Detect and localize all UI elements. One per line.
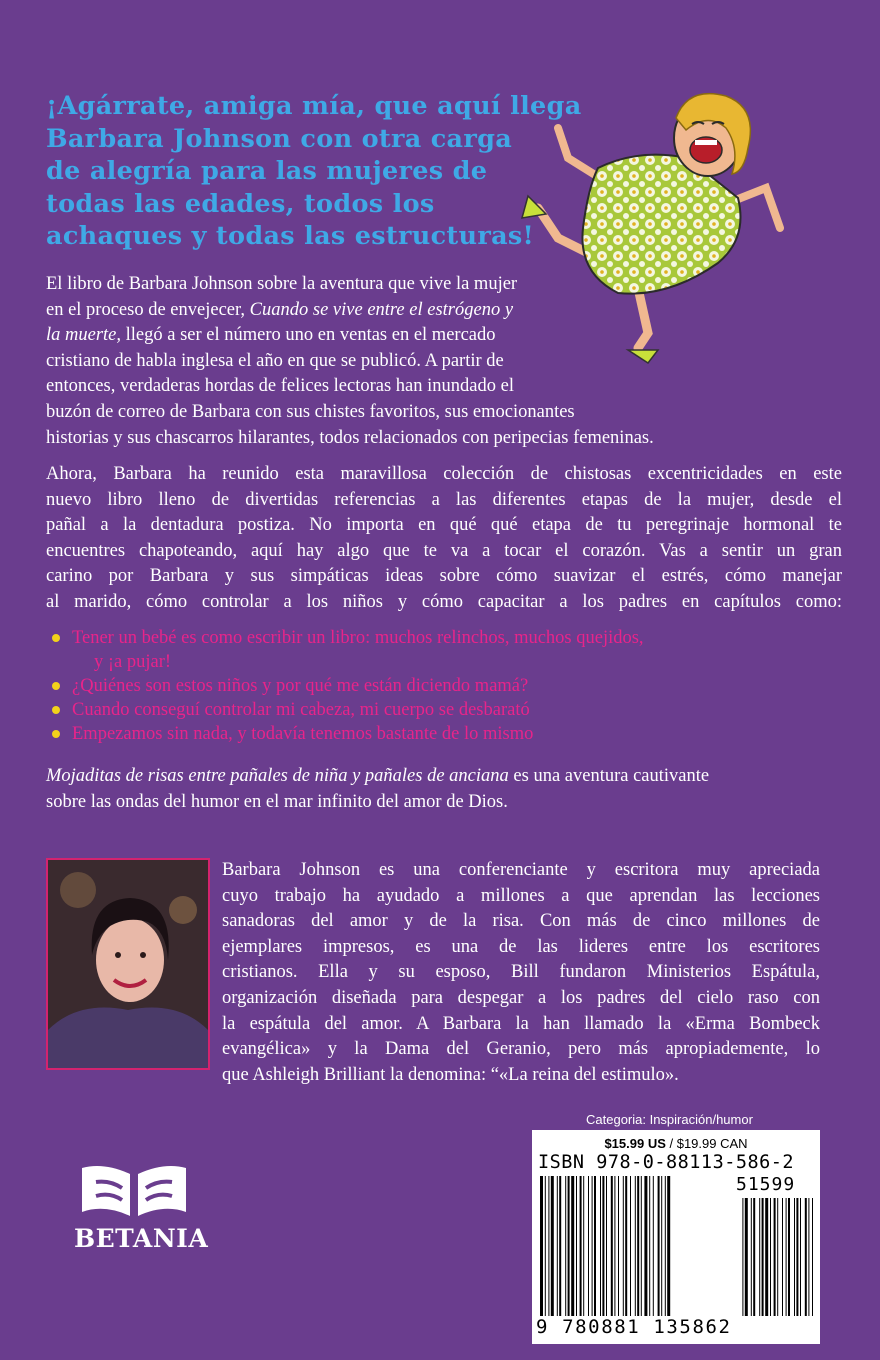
list-item: Empezamos sin nada, y todavía tenemos bastante de lo mismo bbox=[50, 722, 810, 746]
list-item: ¿Quiénes son estos niños y por qué me están diciendo mamá? bbox=[50, 674, 810, 698]
headline-line: ¡Agárrate, amiga mía, que aquí llega bbox=[46, 91, 582, 121]
intro-line: El libro de Barbara Johnson sobre la aventura que vive la mujer bbox=[46, 274, 518, 294]
description-line: pañal a la dentadura postiza. No importa en qué qué etapa de tu peregrinaje hormonal te bbox=[46, 515, 842, 536]
barcode-bar bbox=[637, 1176, 639, 1316]
barcode-bar bbox=[665, 1176, 666, 1316]
headline bbox=[46, 90, 582, 253]
author-portrait-image bbox=[48, 860, 208, 1068]
barcode-bar bbox=[635, 1176, 636, 1316]
barcode-bar bbox=[565, 1176, 566, 1316]
barcode-bar bbox=[641, 1176, 642, 1316]
barcode-addon-bar bbox=[812, 1198, 813, 1316]
bio-line: que Ashleigh Brilliant la denomina: “«La reina del estimulo». bbox=[222, 1064, 679, 1085]
barcode-addon-bar bbox=[808, 1198, 809, 1316]
barcode-addon-bar bbox=[782, 1198, 783, 1316]
description-line: al marido, cómo controlar a los niños y cómo capacitar a los padres en capítulos como: bbox=[46, 591, 842, 612]
barcode-bar bbox=[649, 1176, 650, 1316]
intro-line: historias y sus chascarros hilarantes, todos relacionados con peripecias femeninas. bbox=[46, 427, 654, 448]
barcode-bar bbox=[623, 1176, 624, 1316]
intro-line: entonces, verdaderas hordas de felices lectoras han inundado el bbox=[46, 376, 514, 397]
barcode-addon-bar bbox=[777, 1198, 778, 1316]
barcode-bar bbox=[571, 1176, 574, 1316]
barcode-panel bbox=[532, 1130, 820, 1344]
barcode-bar bbox=[576, 1176, 577, 1316]
barcode-addon-bar bbox=[794, 1198, 795, 1316]
barcode-image bbox=[532, 1130, 820, 1344]
barcode-bar bbox=[618, 1176, 619, 1316]
intro-line: cristiano de habla inglesa el año en que se publicó. A partir de bbox=[46, 350, 504, 371]
closing-line: Mojaditas de risas entre pañales de niña y pañales de anciana es una aventura cautivante bbox=[46, 766, 710, 786]
barcode-addon-bar bbox=[796, 1198, 798, 1316]
barcode-bar bbox=[667, 1176, 670, 1316]
book-title: Mojaditas de risas entre pañales de niña y pañales de anciana bbox=[46, 766, 509, 786]
chapter-list bbox=[50, 626, 810, 746]
intro-line: buzón de correo de Barbara con sus chistes favoritos, sus emocionantes bbox=[46, 401, 575, 422]
bio-line: organización diseñada para despegar a los padres del cielo raso con bbox=[222, 987, 820, 1008]
barcode-bar bbox=[583, 1176, 584, 1316]
description-line: Ahora, Barbara ha reunido esta maravillosa colección de chistosas excentricidades en este bbox=[46, 464, 842, 484]
barcode-addon-bar bbox=[742, 1198, 743, 1316]
bio-line: cuyo trabajo ha ayudado a millones a que aprendan las lecciones bbox=[222, 885, 820, 906]
intro-line: en el proceso de envejecer, Cuando se vive entre el estrógeno y bbox=[46, 299, 514, 320]
description-line: encuentres chapoteando, aquí hay algo que te va a tocar el corazón. Vas a sentir un gran bbox=[46, 540, 842, 561]
barcode-bar bbox=[580, 1176, 582, 1316]
barcode-bar bbox=[594, 1176, 596, 1316]
bio-line: Barbara Johnson es una conferenciante y escritora muy apreciada bbox=[222, 860, 820, 880]
barcode-addon-bar bbox=[786, 1198, 787, 1316]
barcode-bar bbox=[661, 1176, 662, 1316]
bullet-dot-icon bbox=[52, 730, 60, 738]
barcode-bar bbox=[551, 1176, 554, 1316]
barcode-addon-bar bbox=[753, 1198, 755, 1316]
barcode-bar bbox=[568, 1176, 570, 1316]
barcode-addon-bar bbox=[805, 1198, 807, 1316]
isbn-text: ISBN 978-0-88113-586-2 bbox=[538, 1152, 795, 1173]
barcode-bar bbox=[545, 1176, 546, 1316]
publisher-name: BETANIA bbox=[74, 1224, 209, 1253]
barcode-addon-bar bbox=[770, 1198, 771, 1316]
barcode-bar bbox=[630, 1176, 631, 1316]
price-addon-code: 51599 bbox=[736, 1174, 796, 1195]
intro-paragraph bbox=[46, 272, 842, 451]
bio-line: ejemplares impresos, es una de las lideres entre los escritores bbox=[222, 936, 820, 957]
barcode-bar bbox=[557, 1176, 558, 1316]
bullet-dot-icon bbox=[52, 682, 60, 690]
closing-line: sobre las ondas del humor en el mar infinito del amor de Dios. bbox=[46, 791, 508, 812]
closing-paragraph bbox=[46, 764, 842, 815]
description-line: nuevo libro lleno de divertidas referencias a las diferentes etapas de la mujer, desde el bbox=[46, 489, 842, 510]
headline-line: Barbara Johnson con otra carga bbox=[46, 123, 513, 154]
barcode-bar bbox=[625, 1176, 627, 1316]
barcode-bar bbox=[588, 1176, 589, 1316]
barcode-bar bbox=[644, 1176, 647, 1316]
barcode-bar bbox=[548, 1176, 549, 1316]
bio-line: la espátula del amor. A Barbara la han llamado la «Erma Bombeck bbox=[222, 1013, 820, 1034]
barcode-bar bbox=[606, 1176, 607, 1316]
headline-line: de alegría para las mujeres de bbox=[46, 156, 488, 186]
barcode-addon-bar bbox=[751, 1198, 752, 1316]
list-item: Cuando conseguí controlar mi cabeza, mi cuerpo se desbarató bbox=[50, 698, 810, 722]
barcode-bar bbox=[602, 1176, 604, 1316]
barcode-bar bbox=[540, 1176, 543, 1316]
barcode-bar bbox=[611, 1176, 613, 1316]
ean-number: 9 780881 135862 bbox=[536, 1316, 732, 1338]
book-title: la muerte, bbox=[46, 325, 122, 346]
bio-line: cristianos. Ella y su esposo, Bill fundaron Ministerios Espátula, bbox=[222, 962, 820, 983]
intro-line: la muerte, llegó a ser el número uno en ventas en el mercado bbox=[46, 325, 496, 346]
list-item-continuation: y ¡a pujar! bbox=[94, 652, 172, 672]
bio-line: evangélica» y la Dama del Geranio, pero más apropiademente, lo bbox=[222, 1039, 820, 1060]
description-paragraph bbox=[46, 462, 842, 616]
bio-line: sanadoras del amor y de la risa. Con más de cinco millones de bbox=[222, 911, 820, 932]
price-label: $15.99 US / $19.99 CAN bbox=[604, 1136, 748, 1151]
barcode-addon-bar bbox=[765, 1198, 768, 1316]
barcode-addon-bar bbox=[774, 1198, 776, 1316]
barcode-bar bbox=[592, 1176, 593, 1316]
list-item: Tener un bebé es como escribir un libro: muchos relinchos, muchos quejidos, bbox=[50, 626, 810, 650]
headline-line: todas las edades, todos los bbox=[46, 188, 435, 219]
barcode-addon-bar bbox=[759, 1198, 760, 1316]
author-bio bbox=[222, 858, 820, 1088]
barcode-bar bbox=[658, 1176, 660, 1316]
bullet-dot-icon bbox=[52, 634, 60, 642]
headline-line: achaques y todas las estructuras! bbox=[46, 221, 535, 251]
barcode-addon-bar bbox=[788, 1198, 790, 1316]
barcode-bar bbox=[559, 1176, 561, 1316]
book-title: Cuando se vive entre el estrógeno y bbox=[249, 299, 514, 320]
barcode-bar bbox=[600, 1176, 601, 1316]
bullet-dot-icon bbox=[52, 706, 60, 714]
barcode-addon-bar bbox=[762, 1198, 764, 1316]
barcode-bar bbox=[614, 1176, 615, 1316]
author-photo bbox=[46, 858, 210, 1070]
barcode-addon-bar bbox=[800, 1198, 801, 1316]
category-label: Categoria: Inspiración/humor bbox=[586, 1112, 753, 1127]
barcode-addon-bar bbox=[745, 1198, 748, 1316]
barcode-bar bbox=[653, 1176, 654, 1316]
description-line: carino por Barbara y sus simpáticas ideas sobre cómo suavizar el estrés, cómo manejar bbox=[46, 566, 842, 587]
